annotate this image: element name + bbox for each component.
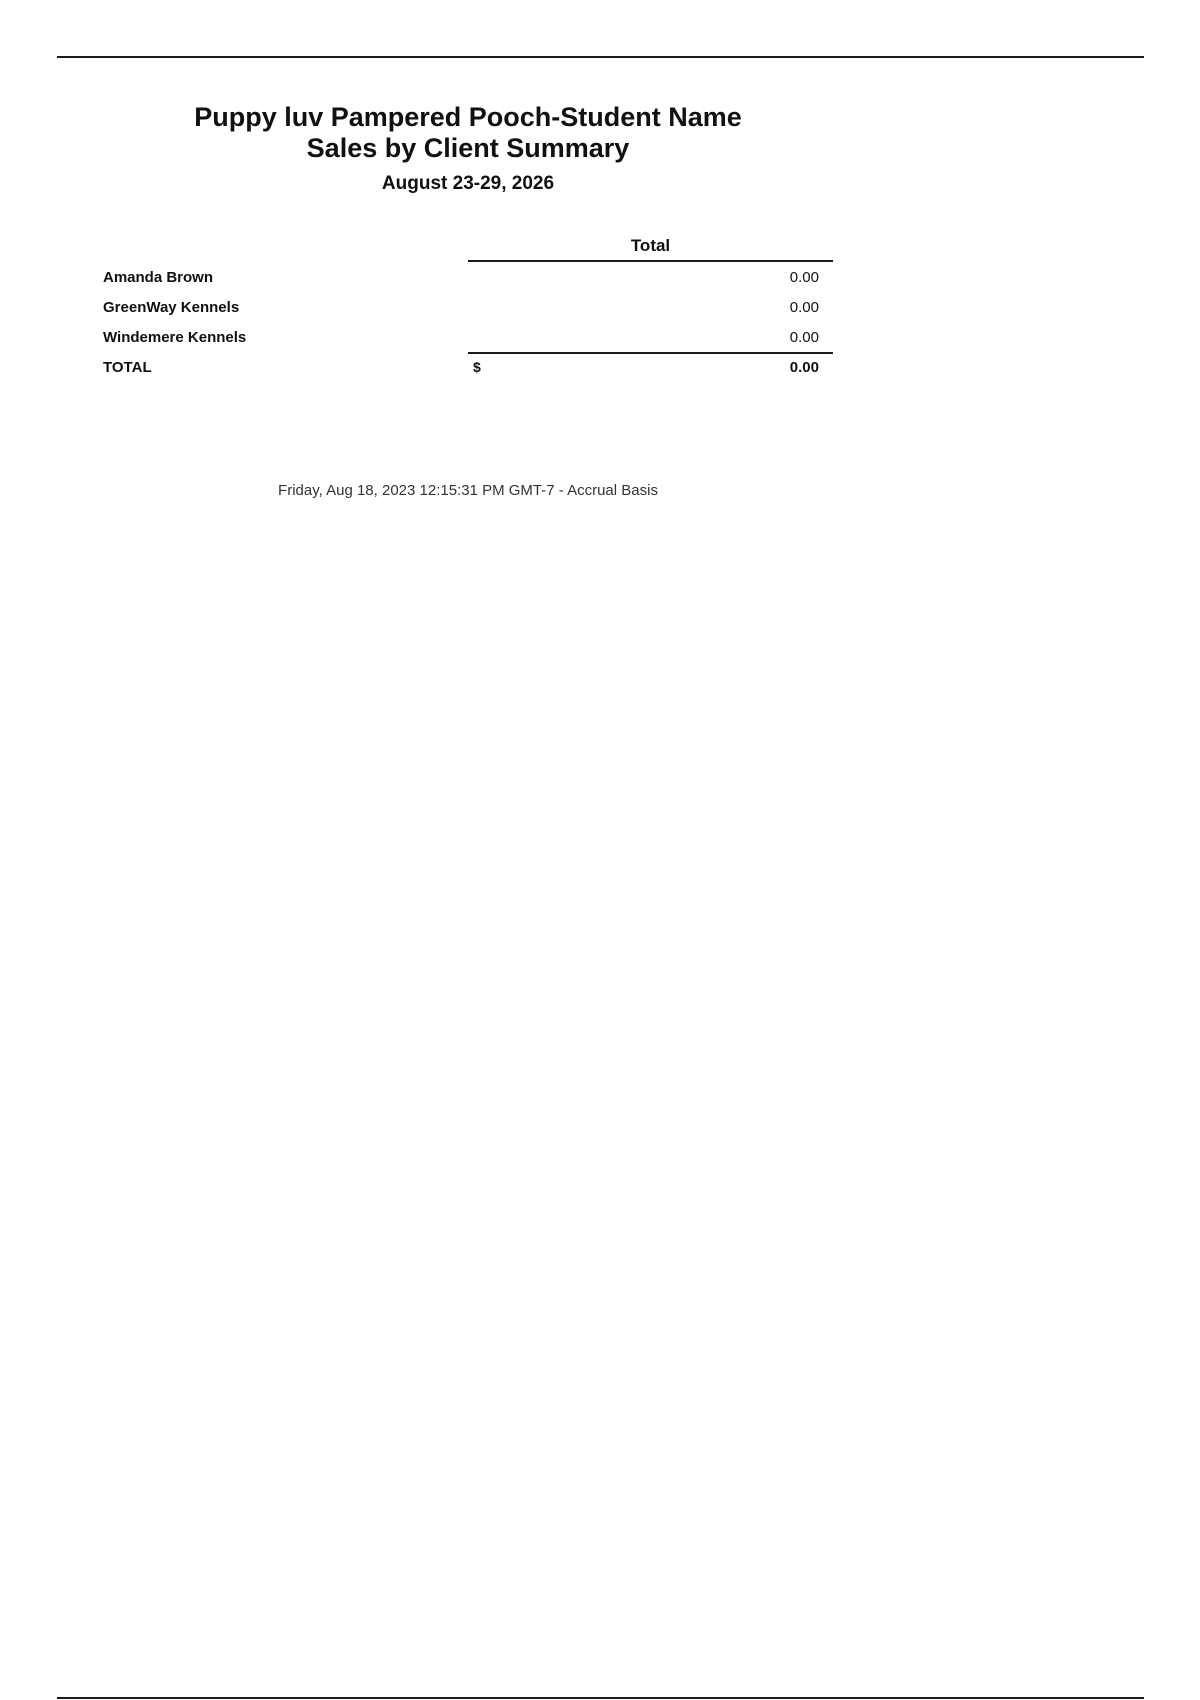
bottom-rule (57, 1697, 1144, 1699)
report-table (103, 236, 833, 382)
total-row (103, 352, 833, 382)
column-header-row (103, 236, 833, 262)
column-header-total: Total (630, 236, 671, 255)
report-period: August 23-29, 2026 (381, 173, 555, 194)
report-title: Sales by Client Summary (306, 133, 630, 163)
total-label: TOTAL (103, 359, 152, 376)
client-total: 0.00 (789, 329, 819, 346)
client-name: Windemere Kennels (103, 329, 247, 346)
currency-symbol: $ (473, 359, 481, 375)
company-name: Puppy luv Pampered Pooch-Student Name (194, 102, 742, 132)
total-value: 0.00 (789, 359, 819, 376)
report-header (100, 102, 836, 195)
client-total: 0.00 (789, 269, 819, 286)
total-rule (468, 352, 833, 354)
top-rule (57, 56, 1144, 58)
table-row (103, 292, 833, 322)
table-row (103, 322, 833, 352)
report-footer: Friday, Aug 18, 2023 12:15:31 PM GMT-7 - Accrual Basis (278, 482, 658, 499)
table-row (103, 262, 833, 292)
client-name: Amanda Brown (103, 269, 214, 286)
client-total: 0.00 (789, 299, 819, 316)
client-name: GreenWay Kennels (103, 299, 240, 316)
